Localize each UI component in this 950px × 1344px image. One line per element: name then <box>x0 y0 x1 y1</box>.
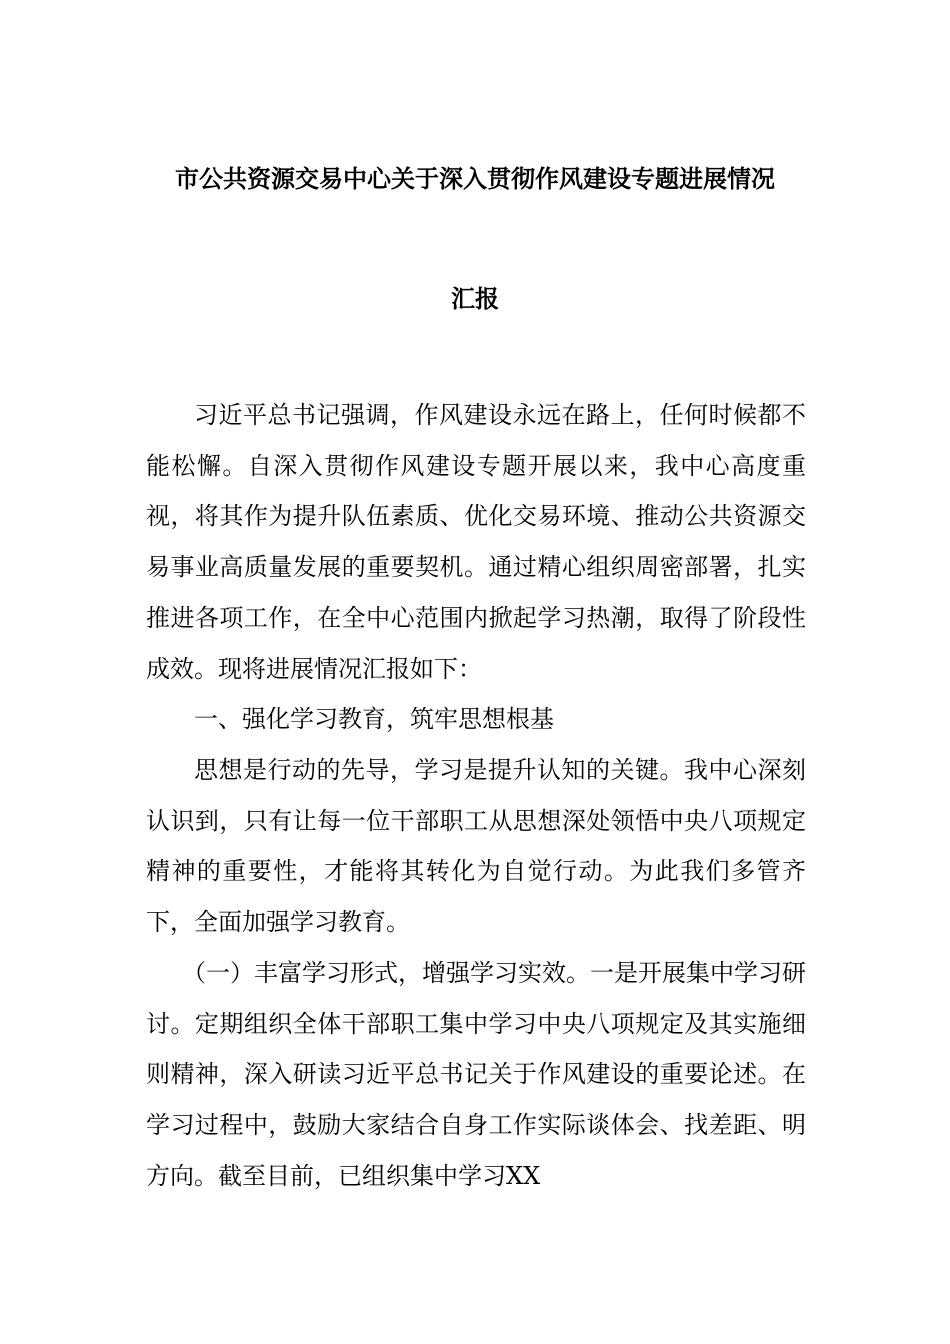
document-title-line-1: 市公共资源交易中心关于深入贯彻作风建设专题进展情况 <box>175 165 775 193</box>
subsection-1-paragraph: （一）丰富学习形式，增强学习实效。一是开展集中学习研讨。定期组织全体干部职工集中学习中央八项规定及其实施细则精神，深入研读习近平总书记关于作风建设的重要论述。在学习过程中，鼓励大家结合自身工作实际谈体会、找差距、明方向。截至目前，已组织集中学习XX <box>146 959 806 1190</box>
intro-paragraph: 习近平总书记强调，作风建设永远在路上，任何时候都不能松懈。自深入贯彻作风建设专题开展以来，我中心高度重视，将其作为提升队伍素质、优化交易环境、推动公共资源交易事业高质量发展的重要契机。通过精心组织周密部署，扎实推进各项工作，在全中心范围内掀起学习热潮，取得了阶段性成效。现将进展情况汇报如下： <box>146 401 806 683</box>
document-title-line-2: 汇报 <box>451 285 499 313</box>
section-heading-1: 一、强化学习教育，筑牢思想根基 <box>194 705 554 733</box>
section-1-paragraph: 思想是行动的先导，学习是提升认知的关键。我中心深刻认识到，只有让每一位干部职工从思想深处领悟中央八项规定精神的重要性，才能将其转化为自觉行动。为此我们多管齐下，全面加强学习教育。 <box>146 756 806 937</box>
